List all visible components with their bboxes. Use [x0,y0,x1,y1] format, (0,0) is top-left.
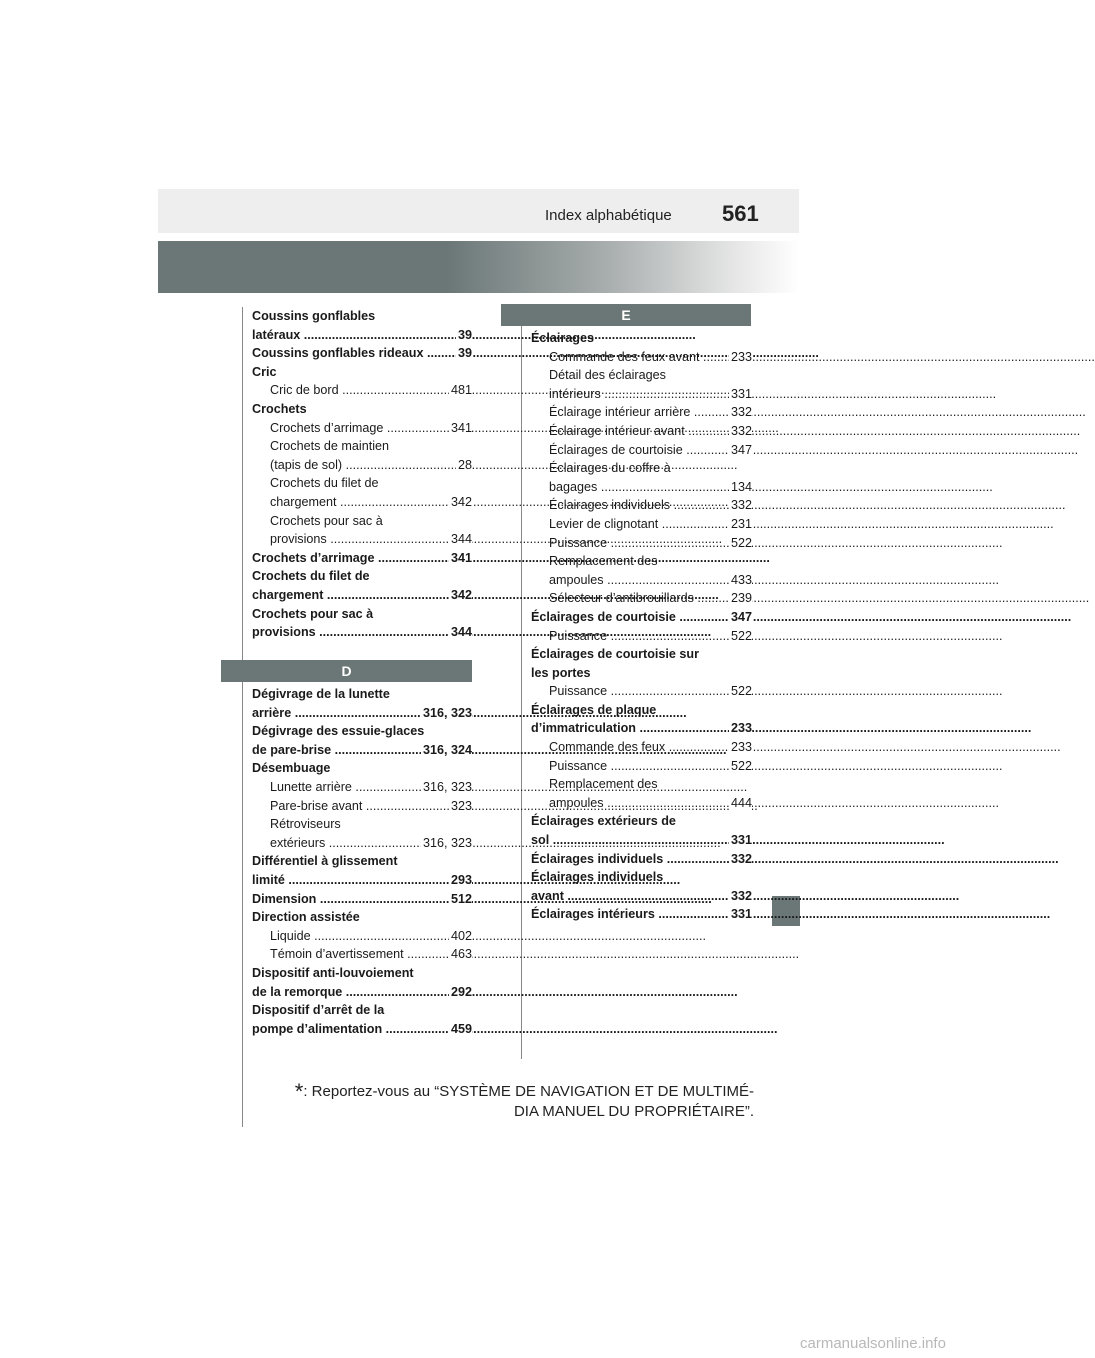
index-entry-term: Éclairages individuels [531,870,664,885]
index-entry [252,381,472,400]
index-entry-page: 316, 323 [421,778,472,797]
index-entry-term: intérieurs ..... [558,385,752,404]
index-entry-term: Dispositif anti-louvoiement [252,965,414,980]
index-entry-term: chargement ..... [279,493,472,512]
index-entry-term: Crochets d’arrimage ..... [279,419,472,438]
section-header-d: D [221,660,472,682]
index-entry [531,459,752,496]
footnote [284,1079,754,1122]
index-entry-term: Commande des feux avant ..... [558,348,752,367]
index-entry-page: 331 [729,385,752,404]
index-entry [531,812,752,849]
index-entry [531,589,752,608]
index-column-left-d [252,685,472,1038]
header-gradient-band [158,241,799,293]
index-entry-term: Éclairage intérieur avant ..... [558,422,752,441]
index-entry-page: 332 [729,850,752,869]
index-entry-page: 332 [729,403,752,422]
index-entry-term: de la remorque ..... [261,983,472,1002]
index-entry-term: Crochets du filet de [270,476,379,491]
index-entry [252,759,472,778]
index-entry-term: Crochets pour sac à [270,513,383,528]
header-bar [158,189,799,233]
index-entry-term: Témoin d’avertissement ..... [279,945,472,964]
index-entry-page: 522 [729,682,752,701]
index-entry-term: Puissance ..... [558,627,752,646]
index-entry-term: Dégivrage des essuie-glaces [252,724,425,739]
footnote-line-1: : Reportez-vous au “SYSTÈME DE NAVIGATION ET DE MULTIMÉ- [303,1083,754,1100]
index-entry [252,852,472,889]
index-entry-term: Commande des feux ..... [558,738,752,757]
index-entry-term: Dispositif d’arrêt de la [252,1003,385,1018]
index-entry-page: 316, 324 [421,741,472,760]
index-entry-term: Éclairages de courtoisie ..... [540,608,752,627]
index-entry-page: 316, 323 [421,704,472,723]
index-entry-term: Puissance ..... [558,682,752,701]
index-entry [252,567,472,604]
index-entry [531,850,752,869]
index-entry-term: latéraux ..... [261,326,472,345]
index-entry-page: 341 [449,419,472,438]
index-entry [531,682,752,701]
index-entry-page: 341 [449,549,472,568]
index-entry-page: 342 [449,586,472,605]
index-entry-term: Levier de clignotant ..... [558,515,752,534]
index-entry-page: 342 [449,493,472,512]
index-entry [531,552,752,589]
index-entry-page: 332 [729,422,752,441]
index-entry [252,307,472,344]
footnote-line-2: DIA MANUEL DU PROPRIÉTAIRE”. [513,1103,754,1120]
index-entry-page: 331 [729,905,752,924]
index-entry-term: Éclairage intérieur arrière ..... [558,403,752,422]
index-entry-term: chargement ..... [261,586,472,605]
index-entry-term: Crochets de maintien [270,439,390,454]
index-entry-term: Crochets [252,401,307,416]
index-column-right-e [531,329,752,924]
index-entry [531,738,752,757]
index-column-left-c [252,307,472,642]
index-entry [531,757,752,776]
index-entry [531,329,752,348]
index-entry [531,515,752,534]
index-entry-page: 481 [449,381,472,400]
index-entry-page: 39 [456,326,472,345]
index-entry-page: 444 [729,794,752,813]
index-entry-term: Éclairages du coffre à [549,461,671,476]
index-entry-term: pompe d’alimentation ..... [261,1020,472,1039]
index-entry-page: 332 [729,887,752,906]
index-entry-page: 433 [729,571,752,590]
index-entry-page: 292 [449,983,472,1002]
index-entry-page: 512 [449,890,472,909]
index-entry-term: Liquide ..... [279,927,472,946]
index-entry-term: Remplacement des [549,777,658,792]
section-header-e: E [501,304,751,326]
index-entry-term: avant ..... [540,887,752,906]
index-entry-page: 402 [449,927,472,946]
index-entry-term: Lunette arrière ..... [279,778,472,797]
index-entry [531,422,752,441]
index-entry-page: 233 [729,348,752,367]
index-entry-term: Éclairages de courtoisie sur [531,647,699,662]
index-entry-page: 134 [729,478,752,497]
index-entry-page: 28 [456,456,472,475]
index-entry-term: Sélecteur d’antibrouillards ..... [558,589,752,608]
index-entry-term: ampoules ..... [558,794,752,813]
index-entry-term: extérieurs ..... [279,834,472,853]
index-entry [531,608,752,627]
index-entry-term: Dégivrage de la lunette [252,687,390,701]
index-entry-term: Rétroviseurs [270,817,341,832]
index-entry-term: Pare-brise avant ..... [279,797,472,816]
left-column-rule [242,307,243,1127]
index-entry [252,815,472,852]
index-entry [531,627,752,646]
index-entry-page: 347 [729,608,752,627]
footnote-marker: * [294,1079,304,1104]
index-entry-term: Éclairages intérieurs ..... [540,905,752,924]
index-entry-term: Dimension ..... [261,890,472,909]
index-entry [531,701,752,738]
index-entry-page: 233 [729,738,752,757]
index-entry-term: Crochets d’arrimage ..... [261,549,472,568]
index-entry-page: 344 [449,623,472,642]
page-number: 561 [722,201,759,226]
index-entry [252,685,472,722]
index-entry [252,419,472,438]
index-entry [531,534,752,553]
index-entry-page: 522 [729,627,752,646]
index-entry-term: Éclairages extérieurs de [531,814,676,829]
index-entry [252,964,472,1001]
index-entry [531,905,752,924]
index-entry-term: Éclairages de plaque [531,702,657,717]
index-entry-term: Cric de bord ..... [279,381,472,400]
index-entry-page: 331 [729,831,752,850]
running-header-title: Index alphabétique [545,207,672,224]
index-entry-page: 239 [729,589,752,608]
index-entry-term: Remplacement des [549,554,658,569]
index-entry [531,366,752,403]
index-entry-term: Coussins gonflables rideaux ..... [261,344,472,363]
index-entry-term: limité ..... [261,871,472,890]
index-entry-term: Cric [252,364,277,379]
index-entry [252,400,472,419]
index-entry [252,344,472,363]
index-entry-term: Crochets pour sac à [252,606,374,621]
index-entry [252,945,472,964]
index-entry-page: 463 [449,945,472,964]
index-entry-term: Puissance ..... [558,757,752,776]
index-entry [252,1001,472,1038]
index-entry-term: provisions ..... [261,623,472,642]
index-entry-page: 323 [449,797,472,816]
index-entry [252,927,472,946]
index-entry-term: Coussins gonflables [252,309,376,323]
index-entry-page: 459 [449,1020,472,1039]
index-entry-term: d’immatriculation ..... [540,719,752,738]
index-entry [531,403,752,422]
index-entry [252,890,472,909]
index-entry [252,363,472,382]
index-entry [252,437,472,474]
index-entry-page: 233 [729,719,752,738]
index-entry [252,722,472,759]
index-entry [531,348,752,367]
index-entry [531,775,752,812]
index-entry-term: les portes [531,665,591,680]
index-entry-term: ampoules ..... [558,571,752,590]
index-entry-term: (tapis de sol) ..... [279,456,472,475]
index-entry-term: Éclairages de courtoisie ..... [558,441,752,460]
index-entry-page: 316, 323 [421,834,472,853]
index-entry [252,549,472,568]
index-entry-page: 231 [729,515,752,534]
watermark: carmanualsonline.info [800,1335,946,1352]
index-entry [252,605,472,642]
index-entry [531,645,752,682]
index-entry-page: 522 [729,534,752,553]
index-entry-page: 332 [729,496,752,515]
index-entry-term: Éclairages [531,331,595,345]
index-entry-term: Éclairages individuels ..... [558,496,752,515]
index-entry [252,474,472,511]
index-entry-term: arrière ..... [261,704,472,723]
index-entry-term: Différentiel à glissement [252,854,398,869]
index-entry-term: sol ..... [540,831,752,850]
index-entry [252,797,472,816]
index-entry-term: bagages ..... [558,478,752,497]
index-entry [531,868,752,905]
index-entry-page: 39 [456,344,472,363]
index-entry [252,512,472,549]
index-entry-page: 293 [449,871,472,890]
index-entry-term: provisions ..... [279,530,472,549]
index-entry-term: de pare-brise ..... [261,741,472,760]
index-entry [252,778,472,797]
index-entry-page: 344 [449,530,472,549]
index-entry-term: Éclairages individuels ..... [540,850,752,869]
index-entry-page: 347 [729,441,752,460]
index-entry-page: 522 [729,757,752,776]
index-entry [252,908,472,927]
index-entry-term: Désembuage [252,761,331,776]
index-entry-term: Puissance ..... [558,534,752,553]
index-entry-term: Détail des éclairages [549,368,666,383]
index-entry-term: Direction assistée [252,910,360,925]
index-entry [531,496,752,515]
index-entry-term: Crochets du filet de [252,569,370,584]
index-entry [531,441,752,460]
